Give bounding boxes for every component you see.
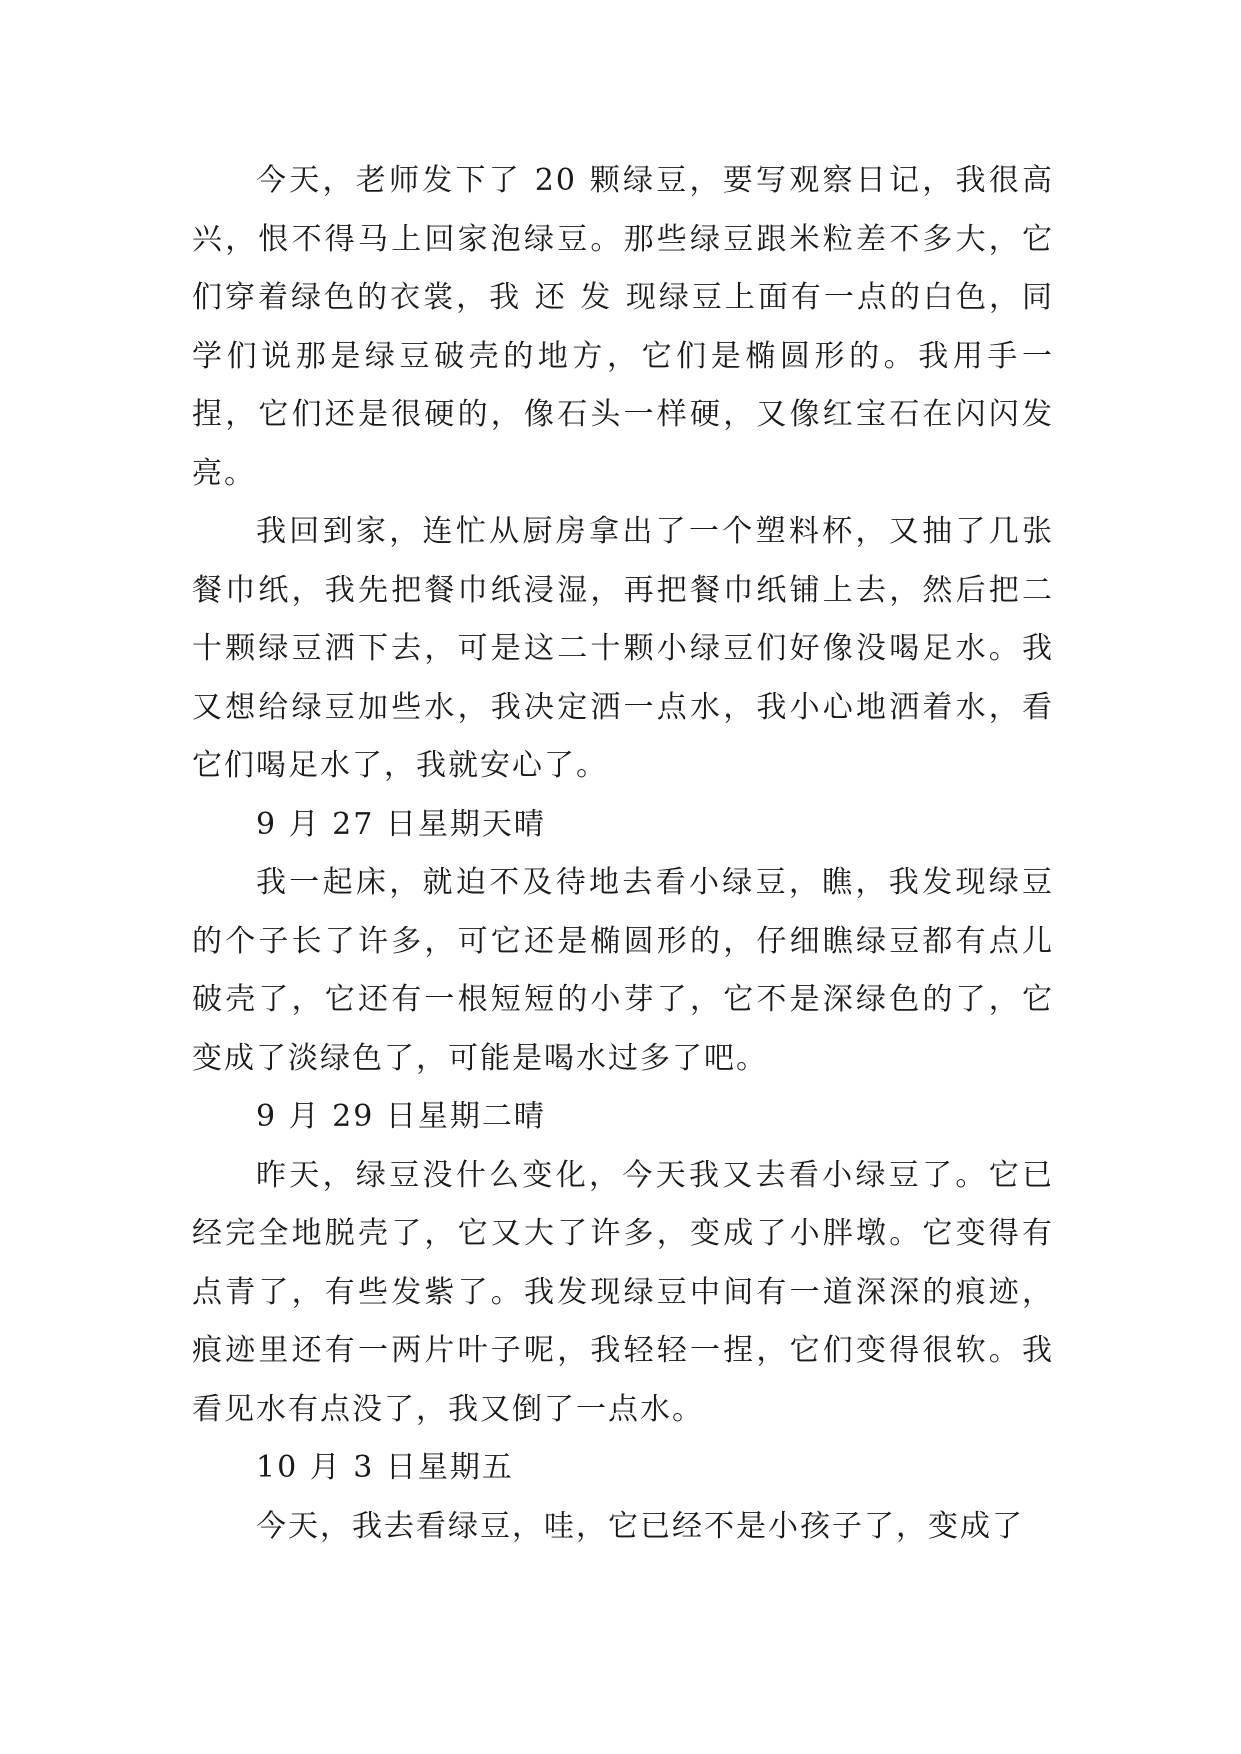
paragraph-3: 我一起床，就迫不及待地去看小绿豆，瞧，我发现绿豆的个子长了许多，可它还是椭圆形的，仔细瞧绿豆都有点儿破壳了，它还有一根短短的小芽了，它不是深绿色的了，它变成了淡绿色了，可能是喝水过多了吧。 [192, 865, 1054, 1076]
date-heading-oct-3: 10 月 3 日星期五 [256, 1450, 514, 1485]
date-heading-sep-29: 9 月 29 日星期二晴 [256, 1099, 546, 1134]
date-heading-sep-27: 9 月 27 日星期天晴 [256, 806, 546, 842]
paragraph-5: 今天，我去看绿豆，哇，它已经不是小孩子了，变成了 [256, 1508, 1024, 1544]
diary-text [192, 152, 1054, 1556]
paragraph-1: 今天，老师发下了 20 颗绿豆，要写观察日记，我很高兴，恨不得马上回家泡绿豆。那些绿豆跟米粒差不多大，它们穿着绿色的衣裳，我 还 发 现绿豆上面有一点的白色，同学们说那是绿豆破壳的地方，它们是椭圆形的。我用手一捏，它们还是很硬的，像石头一样硬，又像红宝石在闪闪发亮。 [192, 163, 1054, 491]
paragraph-2: 我回到家，连忙从厨房拿出了一个塑料杯，又抽了几张餐巾纸，我先把餐巾纸浸湿，再把餐巾纸铺上去，然后把二十颗绿豆洒下去，可是这二十颗小绿豆们好像没喝足水。我又想给绿豆加些水，我决定洒一点水，我小心地洒着水，看它们喝足水了，我就安心了。 [192, 514, 1054, 783]
paragraph-4: 昨天，绿豆没什么变化，今天我又去看小绿豆了。它已经完全地脱壳了，它又大了许多，变成了小胖墩。它变得有点青了，有些发紫了。我发现绿豆中间有一道深深的痕迹，痕迹里还有一两片叶子呢，我轻轻一捏，它们变得很软。我看见水有点没了，我又倒了一点水。 [192, 1157, 1054, 1427]
